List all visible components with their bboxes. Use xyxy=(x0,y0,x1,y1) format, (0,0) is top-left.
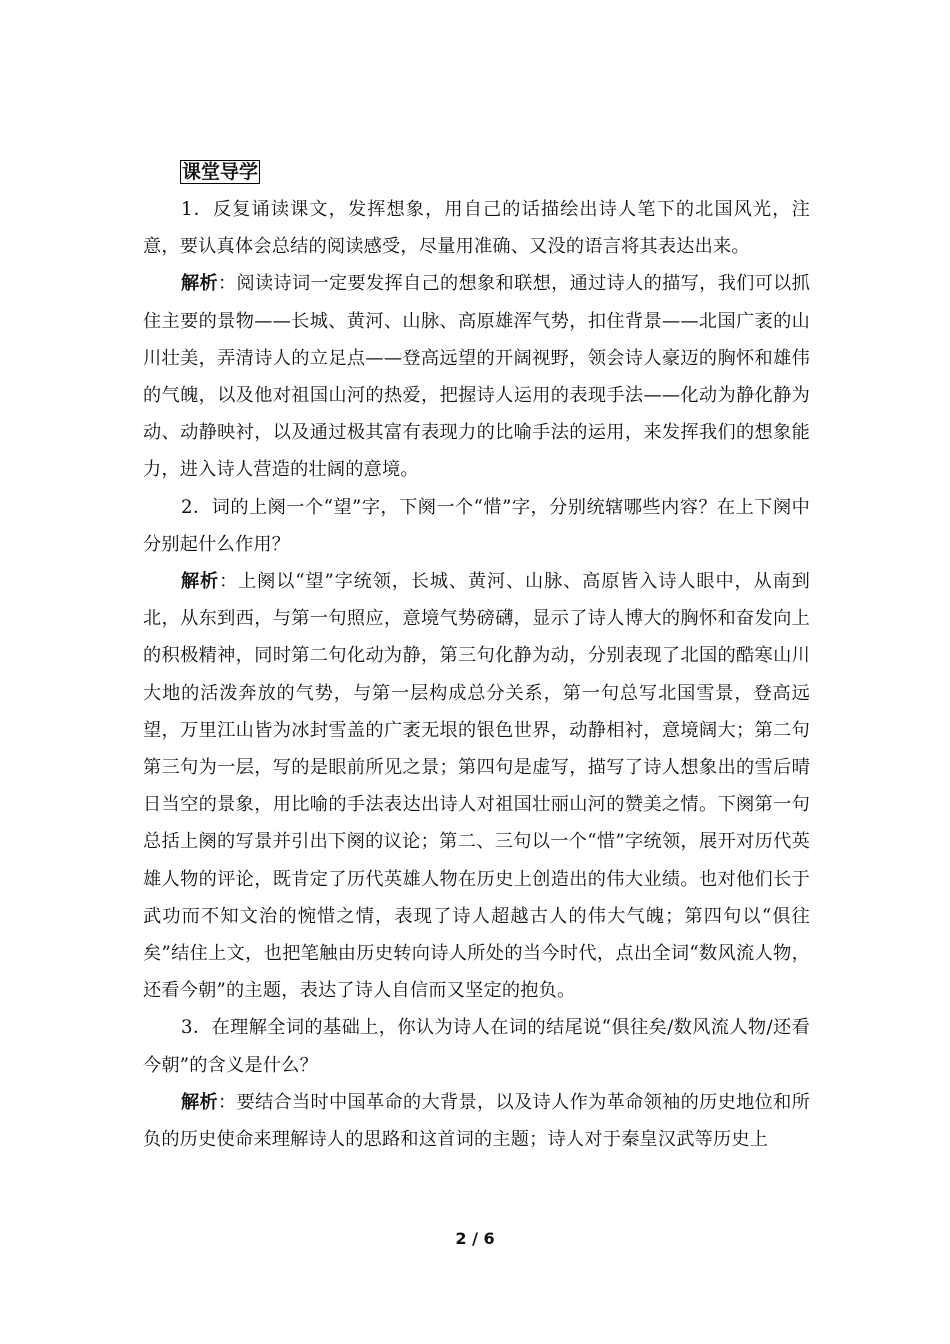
analysis-label: 解析 xyxy=(181,273,219,295)
analysis-1 xyxy=(143,265,810,488)
analysis-2 xyxy=(143,563,810,1009)
analysis-label: 解析 xyxy=(181,571,220,593)
question-1: 1．反复诵读课文，发挥想象，用自己的话描绘出诗人笔下的北国风光，注意，要认真体会总结的阅读感受，尽量用准确、又没的语言将其表达出来。 xyxy=(143,199,810,258)
page-number: 2 / 6 xyxy=(455,1229,495,1248)
question-2: 2．词的上阕一个“望”字，下阕一个“惜”字，分别统辖哪些内容？在上下阕中分别起什么作用？ xyxy=(143,496,810,555)
analysis-3 xyxy=(143,1084,810,1158)
section-title: 课堂导学 xyxy=(182,161,259,183)
question-3: 3．在理解全词的基础上，你认为诗人在词的结尾说“俱往矣/数风流人物/还看今朝”的含义是什么？ xyxy=(143,1017,810,1076)
analysis-text: ：上阕以“望”字统领，长城、黄河、山脉、高原皆入诗人眼中，从南到北，从东到西，与第一句照应，意境气势磅礴，显示了诗人博大的胸怀和奋发向上的积极精神，同时第二句化动为静，第三句化静为动，分别表现了北国的酷寒山川大地的活泼奔放的气势，与第一层构成总分关系，第一句总写北国雪景，登高远望，万里江山皆为冰封雪盖的广袤无垠的银色世界，动静相衬，意境阔大；第二句第三句为一层，写的是眼前所见之景；第四句是虚写，描写了诗人想象出的雪后晴日当空的景象，用比喻的手法表达出诗人对祖国壮丽山河的赞美之情。下阕第一句总括上阕的写景并引出下阕的议论；第二、三句以一个“惜”字统领，展开对历代英雄人物的评论，既肯定了历代英雄人物在历史上创造出的伟大业绩。也对他们长于武功而不知文治的惋惜之情，表现了诗人超越古人的伟大气魄；第四句以“俱往矣”结住上文，也把笔触由历史转向诗人所处的当今时代，点出全词“数风流人物，还看今朝”的主题，表达了诗人自信而又坚定的抱负。 xyxy=(143,571,811,1002)
analysis-label: 解析 xyxy=(181,1091,219,1113)
content-body xyxy=(143,191,810,1158)
analysis-text: ：阅读诗词一定要发挥自己的想象和联想，通过诗人的描写，我们可以抓住主要的景物——长城、黄河、山脉、高原雄浑气势，扣住背景——北国广袤的山川壮美，弄清诗人的立足点——登高远望的开阔视野，领会诗人豪迈的胸怀和雄伟的气魄，以及他对祖国山河的热爱，把握诗人运用的表现手法——化动为静化静为动、动静映衬，以及通过极其富有表现力的比喻手法的运用，来发挥我们的想象能力，进入诗人营造的壮阔的意境。 xyxy=(143,273,810,481)
analysis-text: ：要结合当时中国革命的大背景，以及诗人作为革命领袖的历史地位和所负的历史使命来理解诗人的思路和这首词的主题；诗人对于秦皇汉武等历史上 xyxy=(143,1091,810,1151)
